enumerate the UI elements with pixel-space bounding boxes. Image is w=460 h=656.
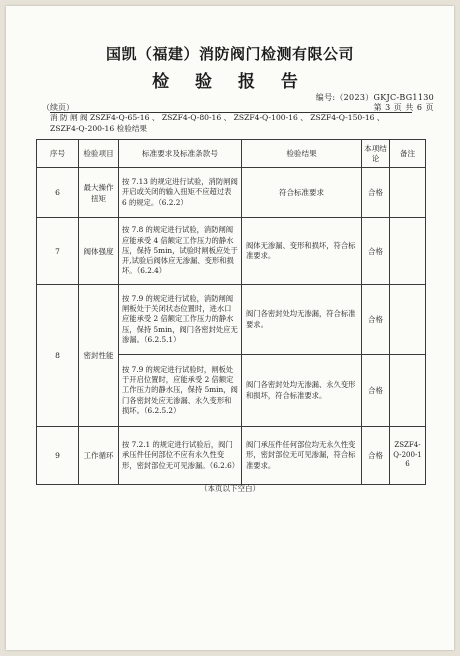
company-name: 国凯（福建）消防阀门检测有限公司 bbox=[105, 45, 354, 63]
row-item: 工作循环 bbox=[79, 427, 119, 485]
report-title: 检 验 报 告 bbox=[152, 72, 308, 92]
header-conclusion: 本项结论 bbox=[362, 140, 390, 168]
table-row bbox=[37, 218, 426, 285]
row-conclusion: 合格 bbox=[362, 355, 390, 427]
header-remark: 备注 bbox=[390, 140, 426, 168]
row-remark bbox=[390, 285, 426, 355]
row-item: 最大操作扭矩 bbox=[79, 168, 119, 218]
row-requirement: 按 7.13 的规定进行试验，消防闸阀开启或关闭的输入扭矩不应超过表 6 的规定。（6.2.2） bbox=[119, 168, 242, 218]
row-no: 7 bbox=[37, 218, 79, 285]
row-result: 阀门各密封处均无渗漏、永久变形和损坏，符合标准要求。 bbox=[242, 355, 362, 427]
end-note: （本页以下空白） bbox=[200, 484, 260, 493]
row-item: 密封性能 bbox=[79, 285, 119, 427]
page-info: 第 3 页 共 6 页 bbox=[373, 103, 434, 112]
table-row bbox=[37, 285, 426, 355]
row-result: 阀体无渗漏、变形和损坏，符合标准要求。 bbox=[242, 218, 362, 285]
row-no: 6 bbox=[37, 168, 79, 218]
header-no: 序号 bbox=[37, 140, 79, 168]
row-remark bbox=[390, 218, 426, 285]
inspection-table bbox=[36, 139, 426, 485]
row-result: 符合标准要求 bbox=[242, 168, 362, 218]
row-remark bbox=[390, 168, 426, 218]
test-subject: 消 防 闸 阀 ZSZF4-Q-65-16 、 ZSZF4-Q-80-16 、 ZSZF4-Q-100-16 、 ZSZF4-Q-150-16 、 ZSZF4-Q-200-16 检验结果 bbox=[50, 113, 385, 133]
row-requirement: 按 7.9 的规定进行试验，消防闸阀闸板处于关闭状态位置时，进水口应能承受 2 倍额定工作压力的静水压，保持 5min，阀门各密封处应无渗漏。（6.2.5.1） bbox=[119, 285, 242, 355]
header-result: 检验结果 bbox=[242, 140, 362, 168]
row-no: 9 bbox=[37, 427, 79, 485]
continued-label: （续页） bbox=[42, 103, 74, 112]
row-item: 阀体强度 bbox=[79, 218, 119, 285]
row-requirement: 按 7.9 的规定进行试验时，闸板处于开启位置时，应能承受 2 倍额定工作压力的静水压，保持 5min，阀门各密封处应无渗漏、永久变形和损坏。（6.2.5.2） bbox=[119, 355, 242, 427]
row-conclusion: 合格 bbox=[362, 427, 390, 485]
row-conclusion: 合格 bbox=[362, 285, 390, 355]
row-conclusion: 合格 bbox=[362, 168, 390, 218]
row-no: 8 bbox=[37, 285, 79, 427]
row-requirement: 按 7.2.1 的规定进行试验后，阀门承压件任何部位不应有永久性变形，密封部位无可见渗漏。（6.2.6） bbox=[119, 427, 242, 485]
table-row bbox=[37, 168, 426, 218]
row-remark: ZSZF4-Q-200-16 bbox=[390, 427, 426, 485]
document-number: 编号:（2023）GKJC-BG1130 bbox=[315, 93, 434, 102]
table-header-row bbox=[37, 140, 426, 168]
row-conclusion: 合格 bbox=[362, 218, 390, 285]
table-row bbox=[37, 427, 426, 485]
row-remark bbox=[390, 355, 426, 427]
row-result: 阀门各密封处均无渗漏，符合标准要求。 bbox=[242, 285, 362, 355]
row-requirement: 按 7.8 的规定进行试验，消防闸阀应能承受 4 倍额定工作压力的静水压，保持 5min，试验时闸板应处于开,试验后阀体应无渗漏、变形和损坏。（6.2.4） bbox=[119, 218, 242, 285]
header-requirement: 标准要求及标准条款号 bbox=[119, 140, 242, 168]
row-result: 阀门承压件任何部位均无永久性变形，密封部位无可见渗漏，符合标准要求。 bbox=[242, 427, 362, 485]
header-item: 检验项目 bbox=[79, 140, 119, 168]
